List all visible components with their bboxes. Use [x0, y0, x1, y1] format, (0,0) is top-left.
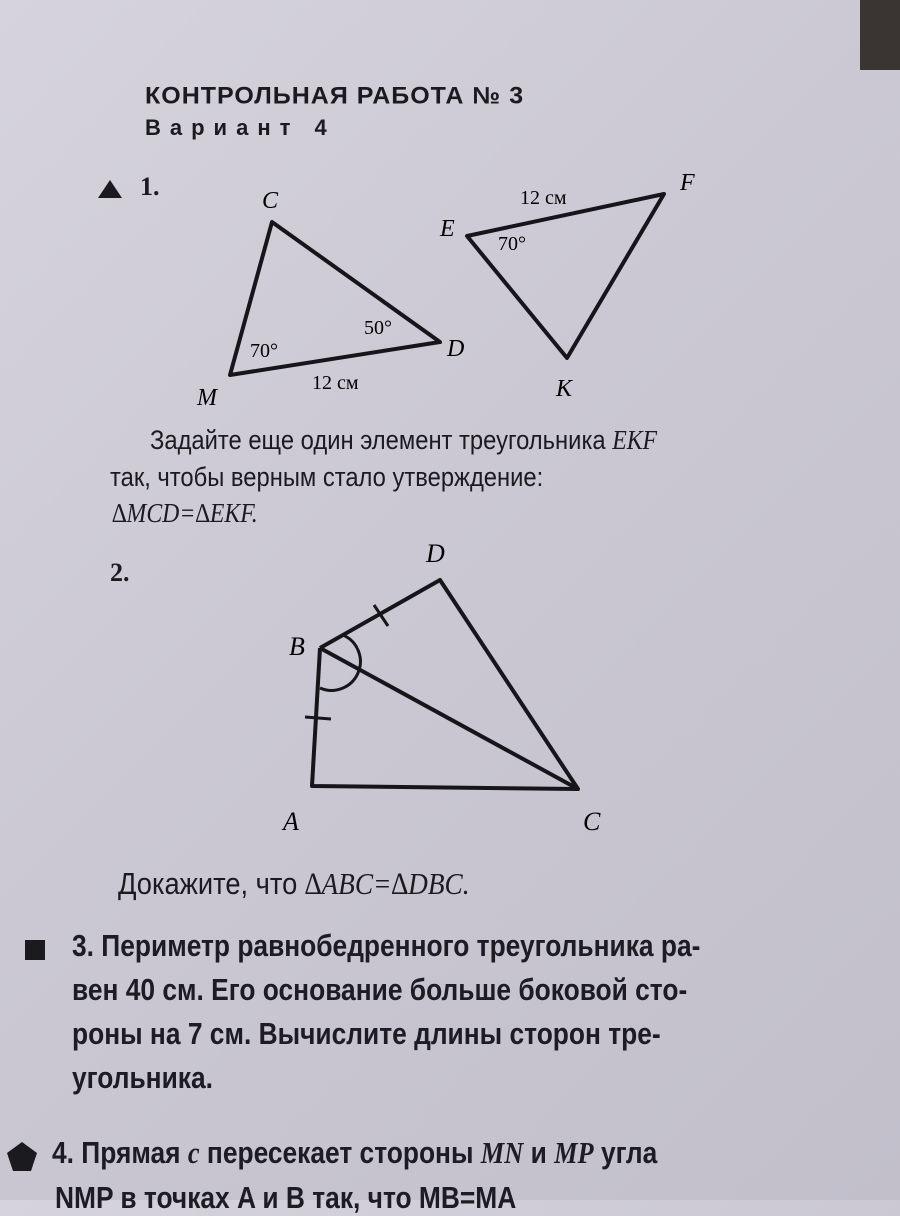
task3-line4: угольника. — [72, 1060, 213, 1095]
angle-e-value: 70° — [498, 233, 526, 255]
label-c2: C — [583, 807, 601, 836]
task1-number: 1. — [140, 172, 160, 201]
task3-line2: вен 40 см. Его основание больше боковой сто- — [72, 972, 688, 1007]
task3-line1: 3. Периметр равнобедренного треугольника ра- — [72, 928, 701, 963]
triangle-ekf — [439, 170, 695, 402]
worksheet-variant: Вариант 4 — [145, 115, 336, 140]
angle-m-value: 70° — [250, 340, 278, 362]
label-d: D — [447, 336, 465, 362]
side-md-value: 12 см — [312, 372, 359, 394]
label-m: M — [197, 385, 217, 411]
task1-line1: Задайте еще один элемент треугольника EKF — [150, 425, 658, 455]
label-e: E — [440, 216, 455, 242]
label-k: K — [556, 376, 573, 402]
task1-line2: так, чтобы верным стало утверждение: — [110, 462, 544, 492]
tick-ab — [305, 717, 331, 719]
side-ef-value: 12 см — [520, 187, 567, 209]
task1-line3: ∆MCD=∆EKF. — [112, 498, 258, 528]
task4-line2: NMP в точках A и B так, что MB=MA — [55, 1180, 517, 1215]
angle-d-value: 50° — [364, 317, 392, 339]
task2-number: 2. — [110, 558, 130, 587]
triangle-mcd — [196, 188, 464, 411]
task3-line3: роны на 7 см. Вычислите длины сторон тре- — [72, 1016, 661, 1051]
task4-line1: 4. Прямая c пересекает стороны MN и MP угла — [52, 1135, 658, 1170]
label-d2: D — [426, 539, 445, 568]
label-c: C — [262, 188, 279, 214]
label-b: B — [289, 632, 305, 661]
quadrilateral-abcd — [281, 539, 601, 836]
pentagon-marker-icon — [5, 1140, 39, 1174]
task2-prove-statement: Докажите, что ∆ABC=∆DBC. — [118, 866, 470, 901]
worksheet-title: КОНТРОЛЬНАЯ РАБОТА № 3 — [145, 82, 525, 110]
label-a: A — [283, 807, 299, 836]
square-marker-icon — [25, 940, 45, 960]
label-f: F — [680, 170, 695, 196]
